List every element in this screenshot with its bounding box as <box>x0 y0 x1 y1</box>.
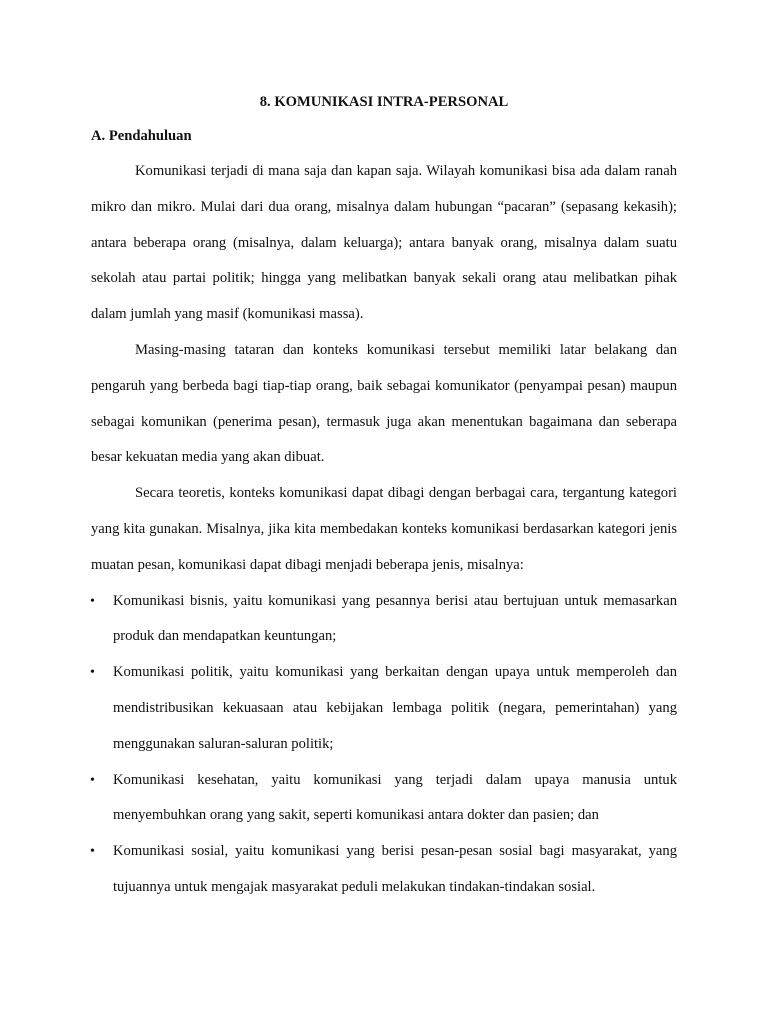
list-item-text: Komunikasi kesehatan, yaitu komunikasi yang terjadi dalam upaya manusia untuk menyembuhkan orang yang sakit, seperti komunikasi antara dokter dan pasien; dan <box>113 771 677 824</box>
bullet-icon: • <box>90 593 95 609</box>
list-item-text: Komunikasi bisnis, yaitu komunikasi yang pesannya berisi atau bertujuan untuk memasarkan produk dan mendapatkan keuntungan; <box>113 592 677 645</box>
bullet-list <box>91 584 677 906</box>
bullet-icon: • <box>90 665 95 681</box>
list-item <box>91 584 677 656</box>
page-title: 8. KOMUNIKASI INTRA-PERSONAL <box>259 94 509 110</box>
paragraph-2: Masing-masing tataran dan konteks komunikasi tersebut memiliki latar belakang dan pengaruh yang berbeda bagi tiap-tiap orang, baik sebagai komunikator (penyampai pesan) maupun sebagai komunikan (penerima pesan), termasuk juga akan menentukan bagaimana dan seberapa besar kekuatan media yang akan dibuat. <box>91 341 677 466</box>
bullet-icon: • <box>90 844 95 860</box>
section-heading: A. Pendahuluan <box>91 128 192 144</box>
list-item <box>91 763 677 835</box>
list-item <box>91 834 677 906</box>
paragraph-3: Secara teoretis, konteks komunikasi dapat dibagi dengan berbagai cara, tergantung kategori yang kita gunakan. Misalnya, jika kita membedakan konteks komunikasi berdasarkan kategori jenis muatan pesan, komunikasi dapat dibagi menjadi beberapa jenis, misalnya: <box>91 485 677 573</box>
list-item <box>91 655 677 762</box>
list-item-text: Komunikasi politik, yaitu komunikasi yang berkaitan dengan upaya untuk memperoleh dan mendistribusikan kekuasaan atau kebijakan lembaga politik (negara, pemerintahan) yang menggunakan saluran-saluran politik; <box>113 664 677 752</box>
paragraph-1: Komunikasi terjadi di mana saja dan kapan saja. Wilayah komunikasi bisa ada dalam ranah mikro dan mikro. Mulai dari dua orang, misalnya dalam hubungan “pacaran” (sepasang kekasih); antara beberapa orang (misalnya, dalam keluarga); antara banyak orang, misalnya dalam suatu sekolah atau partai politik; hingga yang melibatkan banyak sekali orang atau melibatkan pihak dalam jumlah yang masif (komunikasi massa). <box>91 163 677 323</box>
list-item-text: Komunikasi sosial, yaitu komunikasi yang berisi pesan-pesan sosial bagi masyarakat, yang tujuannya untuk mengajak masyarakat peduli melakukan tindakan-tindakan sosial. <box>113 843 677 895</box>
bullet-icon: • <box>90 772 95 788</box>
document-body <box>91 92 677 906</box>
